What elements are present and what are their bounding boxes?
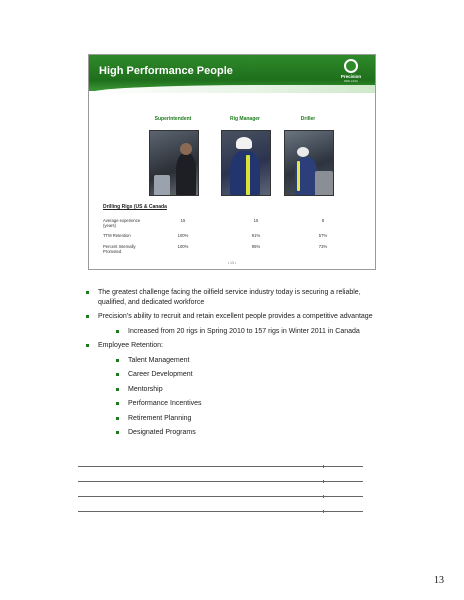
sub-bullet-item (114, 385, 386, 395)
column-label-superintendent: Superintendent (154, 116, 192, 122)
note-line (78, 511, 363, 512)
slide-footer: • 13 • (227, 261, 237, 265)
bullet-icon (86, 315, 89, 318)
bullet-icon (116, 373, 119, 376)
bullet-item (86, 288, 386, 307)
bullet-text: Talent Management (128, 356, 190, 364)
bullet-icon (116, 330, 119, 333)
slide-thumbnail (88, 54, 376, 270)
bullet-icon (116, 402, 119, 405)
table-title: Drilling Rigs (US & Canada (103, 204, 167, 210)
bullet-icon (116, 388, 119, 391)
bullet-text: Career Development (128, 371, 193, 378)
note-line (78, 466, 363, 467)
row-value: 15 (180, 218, 186, 223)
sub-bullet-item (114, 370, 386, 380)
row-value: 57% (318, 233, 328, 238)
bullet-text: Increased from 20 rigs in Spring 2010 to 157 rigs in Winter 2011 in Canada (128, 327, 360, 335)
bullet-list (86, 288, 386, 443)
driller-photo (284, 130, 334, 196)
logo-mark-icon (344, 59, 358, 73)
note-line (78, 496, 363, 497)
note-line (78, 481, 363, 482)
bullet-text: Retirement Planning (128, 414, 192, 422)
page-number: 13 (434, 575, 444, 586)
rig-manager-photo (221, 130, 271, 196)
row-label: Percent Internally Promoted (103, 244, 136, 254)
row-value: 100% (177, 244, 189, 249)
bullet-text: Employee Retention: (98, 342, 163, 349)
sub-bullet-item (114, 356, 386, 366)
slide-title: High Performance People (99, 65, 233, 77)
row-label: Average experience (years) (103, 218, 141, 228)
bullet-text: The greatest challenge facing the oilfield service industry today is securing a reliable, qualified, and dedicated workforce (98, 289, 361, 306)
bullet-icon (116, 417, 119, 420)
row-value: 8 (321, 218, 325, 223)
bullet-icon (116, 431, 119, 434)
row-value: 95% (251, 244, 261, 249)
precision-logo (337, 59, 365, 83)
sub-bullet-item (114, 428, 386, 438)
bullet-item (86, 341, 386, 351)
bullet-text: Designated Programs (128, 429, 196, 436)
bullet-icon (116, 359, 119, 362)
bullet-text: Mentorship (128, 385, 163, 393)
row-value: 91% (251, 233, 261, 238)
row-value: 73% (318, 244, 328, 249)
row-label: TTM Retention (103, 233, 131, 238)
row-value: 15 (253, 218, 259, 223)
logo-text: Precision (340, 74, 362, 79)
column-label-driller: Driller (300, 116, 316, 122)
row-value: 100% (177, 233, 189, 238)
bullet-text: Precision’s ability to recruit and retain excellent people provides a competitive advantage (98, 313, 373, 320)
bullet-icon (86, 291, 89, 294)
sub-bullet-item (114, 414, 386, 424)
bullet-item (86, 312, 386, 322)
bullet-text: Performance Incentives (128, 400, 202, 407)
superintendent-photo (149, 130, 199, 196)
sub-bullet-item (114, 399, 386, 409)
column-label-rig-manager: Rig Manager (229, 116, 260, 122)
sub-bullet-item (114, 327, 386, 337)
logo-subtext: DRILLING (344, 79, 358, 83)
bullet-icon (86, 344, 89, 347)
